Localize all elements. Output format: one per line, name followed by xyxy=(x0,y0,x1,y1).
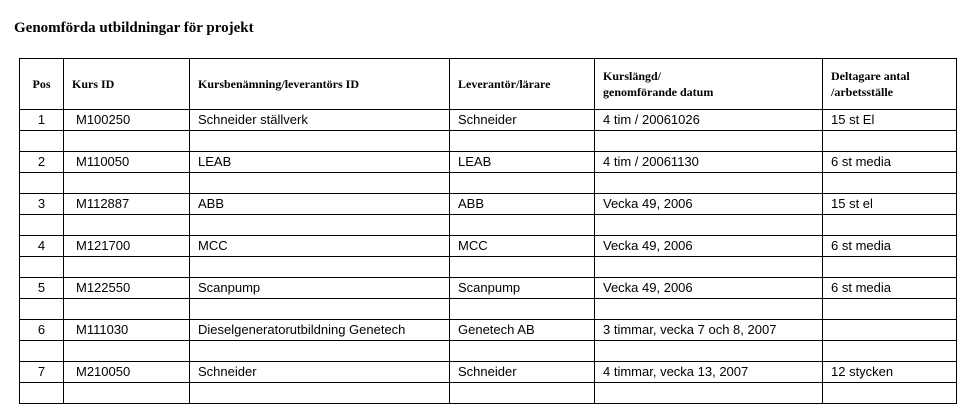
empty-cell xyxy=(20,299,64,320)
empty-cell xyxy=(64,173,190,194)
cell-kurslangd: 4 timmar, vecka 13, 2007 xyxy=(595,362,823,383)
cell-deltagare xyxy=(823,320,957,341)
empty-cell xyxy=(823,215,957,236)
empty-cell xyxy=(823,299,957,320)
spacer-row xyxy=(20,299,957,320)
table-row xyxy=(20,110,957,131)
empty-cell xyxy=(190,341,450,362)
cell-deltagare: 12 stycken xyxy=(823,362,957,383)
empty-cell xyxy=(64,215,190,236)
spacer-row xyxy=(20,215,957,236)
cell-deltagare: 15 st el xyxy=(823,194,957,215)
empty-cell xyxy=(190,383,450,404)
cell-leverantor: Scanpump xyxy=(450,278,595,299)
empty-cell xyxy=(20,341,64,362)
empty-cell xyxy=(190,257,450,278)
empty-cell xyxy=(20,131,64,152)
table-row xyxy=(20,278,957,299)
cell-kursbenamning: LEAB xyxy=(190,152,450,173)
header-deltagare-line1: Deltagare antal xyxy=(831,69,910,83)
empty-cell xyxy=(595,383,823,404)
empty-cell xyxy=(450,215,595,236)
cell-kurs-id: M100250 xyxy=(64,110,190,131)
cell-leverantor: Schneider xyxy=(450,362,595,383)
cell-kurs-id: M111030 xyxy=(64,320,190,341)
table-row xyxy=(20,152,957,173)
cell-pos: 5 xyxy=(20,278,64,299)
cell-leverantor: LEAB xyxy=(450,152,595,173)
empty-cell xyxy=(20,383,64,404)
empty-cell xyxy=(64,383,190,404)
cell-pos: 2 xyxy=(20,152,64,173)
cell-kurslangd: 4 tim / 20061026 xyxy=(595,110,823,131)
cell-kurs-id: M210050 xyxy=(64,362,190,383)
cell-pos: 3 xyxy=(20,194,64,215)
empty-cell xyxy=(823,383,957,404)
empty-cell xyxy=(450,257,595,278)
empty-cell xyxy=(450,341,595,362)
cell-kurs-id: M121700 xyxy=(64,236,190,257)
cell-kursbenamning: Scanpump xyxy=(190,278,450,299)
cell-kursbenamning: ABB xyxy=(190,194,450,215)
empty-cell xyxy=(595,299,823,320)
empty-cell xyxy=(595,257,823,278)
table-row xyxy=(20,362,957,383)
cell-leverantor: ABB xyxy=(450,194,595,215)
empty-cell xyxy=(190,131,450,152)
empty-cell xyxy=(450,299,595,320)
empty-cell xyxy=(450,131,595,152)
cell-kurs-id: M122550 xyxy=(64,278,190,299)
empty-cell xyxy=(823,257,957,278)
empty-cell xyxy=(20,257,64,278)
cell-kurs-id: M112887 xyxy=(64,194,190,215)
empty-cell xyxy=(64,131,190,152)
empty-cell xyxy=(64,341,190,362)
spacer-row xyxy=(20,341,957,362)
empty-cell xyxy=(64,257,190,278)
header-kurslangd-line1: Kurslängd/ xyxy=(603,69,662,83)
empty-cell xyxy=(823,341,957,362)
header-leverantor: Leverantör/lärare xyxy=(450,59,595,110)
empty-cell xyxy=(595,173,823,194)
cell-kursbenamning: Schneider xyxy=(190,362,450,383)
empty-cell xyxy=(823,173,957,194)
cell-kurslangd: 4 tim / 20061130 xyxy=(595,152,823,173)
empty-cell xyxy=(190,215,450,236)
header-deltagare-line2: /arbetsställe xyxy=(831,85,893,99)
spacer-row xyxy=(20,131,957,152)
table-row xyxy=(20,236,957,257)
cell-pos: 1 xyxy=(20,110,64,131)
table-row xyxy=(20,194,957,215)
table-row xyxy=(20,320,957,341)
header-row xyxy=(20,59,957,110)
cell-kurslangd: Vecka 49, 2006 xyxy=(595,194,823,215)
cell-pos: 7 xyxy=(20,362,64,383)
empty-cell xyxy=(823,131,957,152)
cell-leverantor: Genetech AB xyxy=(450,320,595,341)
header-kurslangd-line2: genomförande datum xyxy=(603,85,714,99)
cell-deltagare: 6 st media xyxy=(823,236,957,257)
cell-pos: 6 xyxy=(20,320,64,341)
spacer-row xyxy=(20,383,957,404)
cell-pos: 4 xyxy=(20,236,64,257)
empty-cell xyxy=(450,173,595,194)
empty-cell xyxy=(595,215,823,236)
cell-leverantor: Schneider xyxy=(450,110,595,131)
training-table xyxy=(19,58,957,404)
cell-leverantor: MCC xyxy=(450,236,595,257)
cell-kurs-id: M110050 xyxy=(64,152,190,173)
cell-kurslangd: Vecka 49, 2006 xyxy=(595,278,823,299)
empty-cell xyxy=(190,173,450,194)
cell-kursbenamning: MCC xyxy=(190,236,450,257)
document-title: Genomförda utbildningar för projekt xyxy=(14,20,254,36)
header-kurslangd xyxy=(595,59,823,110)
header-deltagare xyxy=(823,59,957,110)
cell-deltagare: 6 st media xyxy=(823,278,957,299)
cell-kurslangd: 3 timmar, vecka 7 och 8, 2007 xyxy=(595,320,823,341)
empty-cell xyxy=(595,341,823,362)
empty-cell xyxy=(450,383,595,404)
header-kursbenamning: Kursbenämning/leverantörs ID xyxy=(190,59,450,110)
spacer-row xyxy=(20,257,957,278)
spacer-row xyxy=(20,173,957,194)
cell-deltagare: 15 st El xyxy=(823,110,957,131)
empty-cell xyxy=(64,299,190,320)
empty-cell xyxy=(595,131,823,152)
cell-kursbenamning: Dieselgeneratorutbildning Genetech xyxy=(190,320,450,341)
empty-cell xyxy=(20,215,64,236)
header-kurs-id: Kurs ID xyxy=(64,59,190,110)
cell-kursbenamning: Schneider ställverk xyxy=(190,110,450,131)
header-pos: Pos xyxy=(20,59,64,110)
cell-deltagare: 6 st media xyxy=(823,152,957,173)
cell-kurslangd: Vecka 49, 2006 xyxy=(595,236,823,257)
empty-cell xyxy=(190,299,450,320)
empty-cell xyxy=(20,173,64,194)
